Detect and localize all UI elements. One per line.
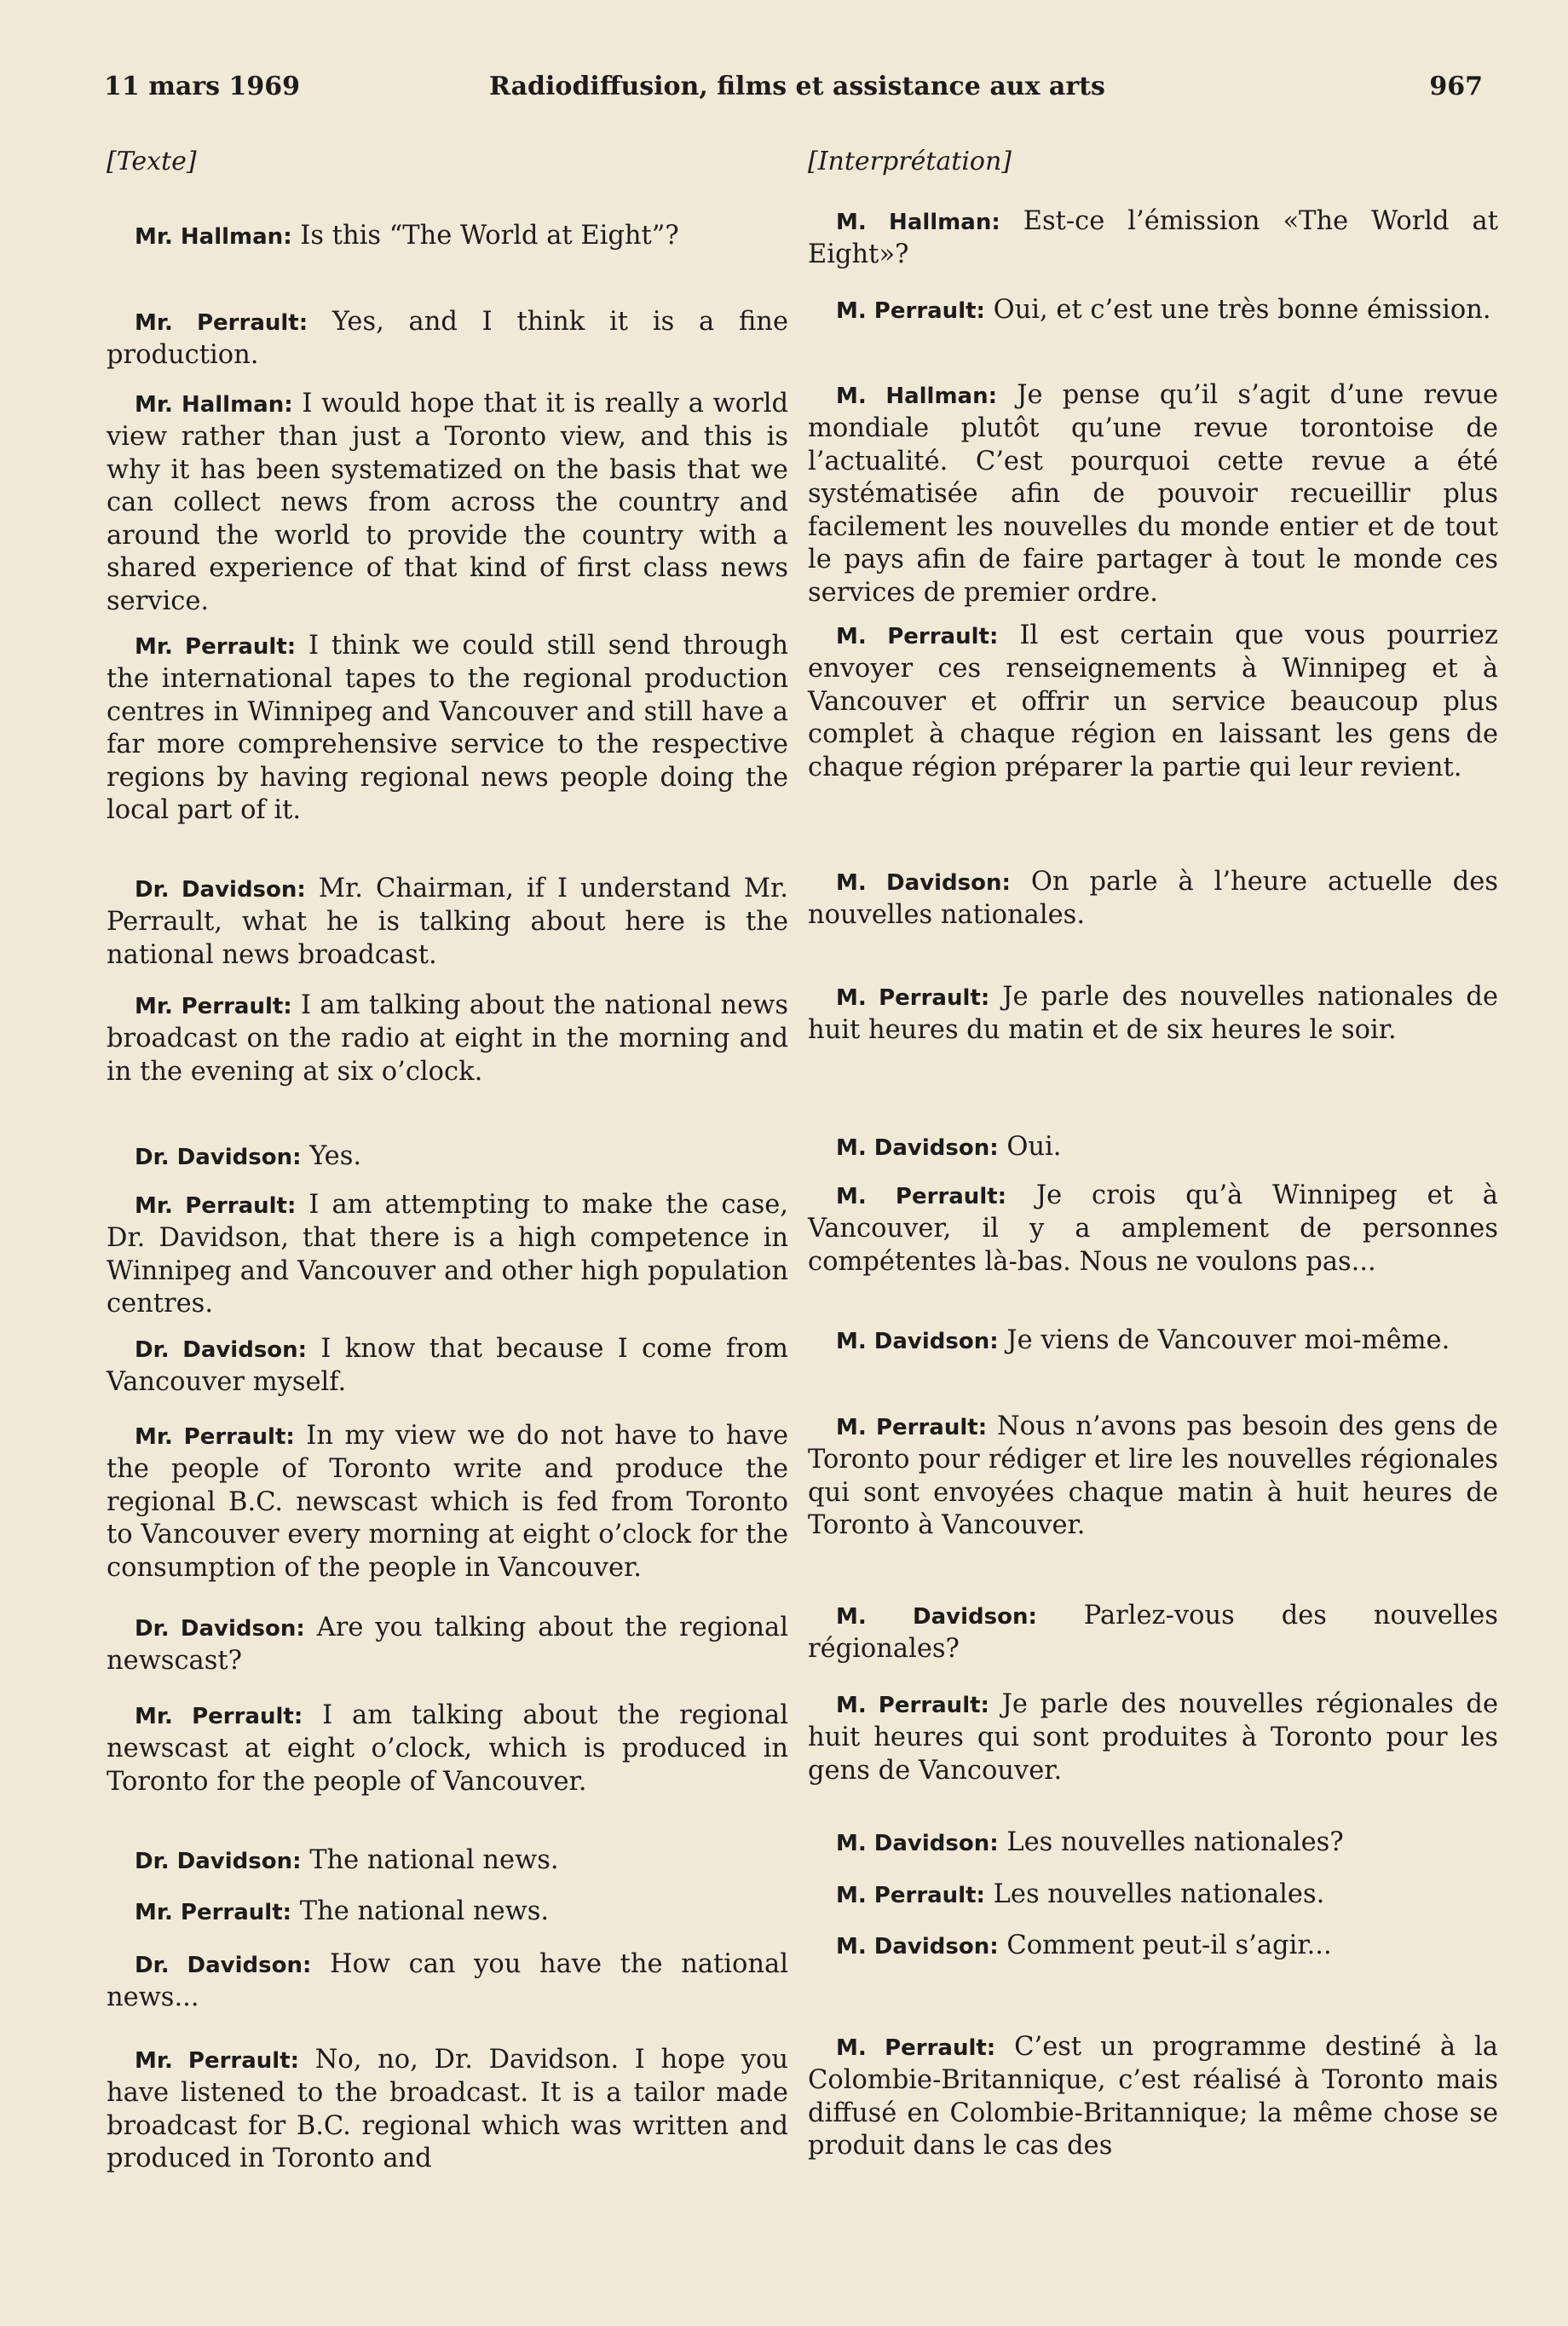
transcript-entry bbox=[808, 1688, 1498, 1788]
speech-text: Il est certain que vous pourriez envoyer ces renseignements à Winnipeg et à Vancouver et offrir un service beaucoup plus complet à chaque région en laissant les gens de chaque région préparer la partie qui leur revient. bbox=[808, 620, 1498, 782]
speaker-name: M. Davidson: bbox=[836, 1830, 999, 1856]
speech-text: Comment peut-il s’agir... bbox=[1006, 1930, 1332, 1960]
speaker-name: M. Davidson: bbox=[836, 1328, 999, 1354]
speaker-name: Mr. Perrault: bbox=[135, 1703, 303, 1729]
transcript-entry bbox=[808, 1879, 1498, 1913]
speaker-name: M. Perrault: bbox=[836, 1882, 985, 1908]
transcript-entry bbox=[107, 1333, 788, 1400]
speech-text: Je parle des nouvelles régionales de huit heures qui sont produites à Toronto pour les gens de Vancouver. bbox=[808, 1688, 1498, 1786]
transcript-entry bbox=[808, 2031, 1498, 2163]
transcript-entry bbox=[808, 1600, 1498, 1666]
speech-text: On parle à l’heure actuelle des nouvelles nationales. bbox=[808, 866, 1498, 930]
speaker-name: M. Davidson: bbox=[836, 1134, 999, 1161]
speech-text: Les nouvelles nationales? bbox=[1006, 1827, 1344, 1857]
speaker-name: M. Perrault: bbox=[836, 984, 990, 1011]
speech-text: The national news. bbox=[309, 1844, 559, 1875]
speaker-name: Dr. Davidson: bbox=[135, 1336, 308, 1363]
speaker-name: Dr. Davidson: bbox=[135, 876, 306, 903]
header-date: 11 mars 1969 bbox=[104, 72, 301, 101]
speech-text: Je crois qu’à Winnipeg et à Vancouver, il y a amplement de personnes compétentes là-bas. Nous ne voulons pas... bbox=[808, 1180, 1498, 1277]
transcript-entry bbox=[107, 1700, 788, 1799]
speaker-name: Mr. Perrault: bbox=[135, 993, 292, 1019]
speech-text: Are you talking about the regional newscast? bbox=[107, 1612, 788, 1676]
speech-text: Nous n’avons pas besoin des gens de Toronto pour rédiger et lire les nouvelles régionales qui sont envoyées chaque matin à huit heures de Toronto à Vancouver. bbox=[808, 1411, 1498, 1540]
speaker-name: M. Hallman: bbox=[836, 383, 997, 409]
transcript-entry bbox=[808, 1180, 1498, 1279]
transcript-entry bbox=[107, 1612, 788, 1678]
speech-text: Oui. bbox=[1006, 1131, 1062, 1162]
transcript-entry bbox=[808, 1131, 1498, 1165]
transcript-entry bbox=[808, 620, 1498, 785]
page-number: 967 bbox=[1429, 72, 1483, 101]
transcript-entry bbox=[107, 2044, 788, 2176]
speech-text: C’est un programme destiné à la Colombie-Britannique, c’est réalisé à Toronto mais diffusé en Colombie-Britannique; la même chose se produit dans le cas des bbox=[808, 2031, 1498, 2161]
speech-text: I am talking about the national news broadcast on the radio at eight in the morning and in the evening at six o’clock. bbox=[107, 990, 789, 1087]
transcript-entry bbox=[808, 1411, 1498, 1543]
transcript-entry bbox=[808, 379, 1498, 610]
speaker-name: M. Perrault: bbox=[836, 1414, 988, 1440]
speech-text: Les nouvelles nationales. bbox=[993, 1879, 1325, 1909]
speaker-name: M. Perrault: bbox=[836, 1183, 1007, 1209]
speech-text: Yes. bbox=[309, 1140, 362, 1171]
speech-text: Mr. Chairman, if I understand Mr. Perrault, what he is talking about here is the national news broadcast. bbox=[107, 873, 788, 970]
speech-text: How can you have the national news... bbox=[107, 1948, 788, 2012]
transcript-entry bbox=[107, 1844, 788, 1879]
speaker-name: Mr. Perrault: bbox=[135, 1192, 297, 1219]
transcript-entry bbox=[107, 1140, 788, 1175]
transcript-entry bbox=[107, 1896, 788, 1930]
speaker-name: M. Davidson: bbox=[836, 1603, 1037, 1630]
speaker-name: Mr. Hallman: bbox=[135, 223, 292, 250]
english-column-label: [Texte] bbox=[107, 147, 197, 176]
transcript-entry bbox=[808, 1325, 1498, 1359]
transcript-entry bbox=[107, 990, 788, 1089]
speech-text: Je viens de Vancouver moi-même. bbox=[1006, 1325, 1450, 1355]
speaker-name: M. Davidson: bbox=[836, 1933, 999, 1959]
transcript-entry bbox=[808, 205, 1498, 272]
speech-text: No, no, Dr. Davidson. I hope you have listened to the broadcast. It is a tailor made broadcast for B.C. regional which was written and produced in Toronto and bbox=[107, 2044, 788, 2173]
speech-text: The national news. bbox=[299, 1896, 550, 1926]
speaker-name: Mr. Perrault: bbox=[135, 633, 297, 660]
transcript-entry bbox=[808, 1827, 1498, 1861]
speaker-name: Dr. Davidson: bbox=[135, 1952, 312, 1978]
transcript-entry bbox=[107, 630, 788, 828]
speech-text: Je pense qu’il s’agit d’une revue mondiale plutôt qu’une revue torontoise de l’actualité. C’est pourquoi cette revue a été systématisée afin de pouvoir recueillir plus facilement les nouvelles du monde entier et de tout le pays afin de faire partager à tout le monde ces services de premier ordre. bbox=[808, 379, 1499, 608]
speech-text: I know that because I come from Vancouver myself. bbox=[107, 1333, 788, 1397]
speech-text: I think we could still send through the international tapes to the regional production centres in Winnipeg and Vancouver and still have a far more comprehensive service to the respective regions by having regional news people doing the local part of it. bbox=[107, 630, 789, 825]
speaker-name: M. Hallman: bbox=[836, 209, 1000, 235]
speech-text: I am talking about the regional newscast at eight o’clock, which is produced in Toronto for the people of Vancouver. bbox=[107, 1700, 788, 1797]
header-title: Radiodiffusion, films et assistance aux arts bbox=[489, 72, 1105, 101]
speech-text: I am attempting to make the case, Dr. Davidson, that there is a high competence in Winnipeg and Vancouver and other high population centres. bbox=[107, 1189, 788, 1319]
french-column-label: [Interprétation] bbox=[808, 147, 1012, 176]
transcript-entry bbox=[808, 981, 1498, 1048]
speech-text: Est-ce l’émission «The World at Eight»? bbox=[808, 205, 1498, 269]
speaker-name: M. Perrault: bbox=[836, 2035, 996, 2061]
french-column bbox=[808, 145, 1499, 2161]
speaker-name: M. Perrault: bbox=[836, 1692, 989, 1718]
speaker-name: M. Davidson: bbox=[836, 869, 1011, 896]
transcript-entry bbox=[107, 1189, 788, 1321]
page-header bbox=[104, 72, 1483, 123]
speech-text: Je parle des nouvelles nationales de huit heures du matin et de six heures le soir. bbox=[808, 981, 1498, 1045]
speaker-name: Dr. Davidson: bbox=[135, 1848, 302, 1874]
speaker-name: Mr. Hallman: bbox=[135, 391, 293, 418]
speech-text: I would hope that it is really a world view rather than just a Toronto view, and this is why it has been systematized on the basis that we can collect news from across the country and around the world to provide the country with a shared experience of that kind of first class news service. bbox=[107, 388, 789, 616]
speech-text: Oui, et c’est une très bonne émission. bbox=[993, 294, 1491, 325]
speaker-name: Mr. Perrault: bbox=[135, 309, 308, 336]
transcript-entry bbox=[107, 1948, 788, 2015]
speaker-name: M. Perrault: bbox=[836, 623, 999, 649]
speaker-name: Dr. Davidson: bbox=[135, 1615, 305, 1642]
speaker-name: Mr. Perrault: bbox=[135, 1899, 292, 1925]
speaker-name: M. Perrault: bbox=[836, 297, 985, 324]
transcript-entry bbox=[107, 1420, 788, 1585]
transcript-entry bbox=[808, 866, 1498, 932]
transcript-entry bbox=[107, 388, 788, 619]
speech-text: Yes, and I think it is a fine production. bbox=[107, 306, 788, 370]
transcript-entry bbox=[107, 220, 788, 254]
transcript-entry bbox=[107, 306, 788, 372]
speaker-name: Dr. Davidson: bbox=[135, 1144, 302, 1170]
speech-text: Is this “The World at Eight”? bbox=[300, 220, 679, 251]
speaker-name: Mr. Perrault: bbox=[135, 1423, 295, 1450]
transcript-entry bbox=[107, 873, 788, 973]
speech-text: Parlez-vous des nouvelles régionales? bbox=[808, 1600, 1498, 1664]
speech-text: In my view we do not have to have the people of Toronto write and produce the regional B.C. newscast which is fed from Toronto to Vancouver every morning at eight o’clock for the consumption of the people in Vancouver. bbox=[107, 1420, 789, 1583]
speaker-name: Mr. Perrault: bbox=[135, 2047, 300, 2074]
english-column bbox=[107, 145, 789, 2173]
transcript-entry bbox=[808, 1930, 1498, 1964]
transcript-entry bbox=[808, 294, 1498, 328]
